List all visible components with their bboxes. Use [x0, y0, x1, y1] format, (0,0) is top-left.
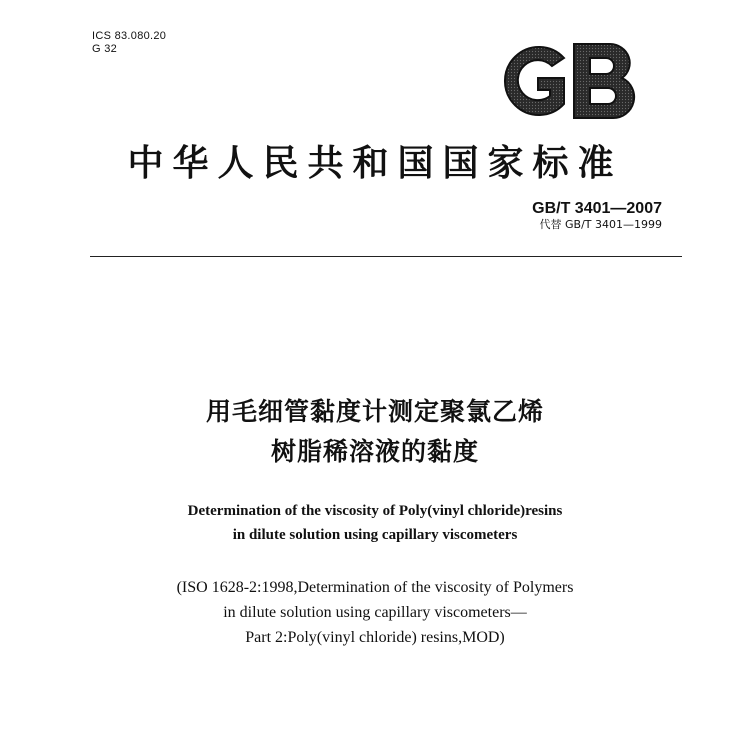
chinese-title-line-2: 树脂稀溶液的黏度	[270, 437, 479, 466]
ccs-code: G 32	[92, 43, 118, 55]
chinese-title-line-1: 用毛细管黏度计测定聚氯乙烯	[205, 397, 544, 426]
iso-reference-line-1: (ISO 1628-2:1998,Determination of the viscosity of Polymers	[176, 579, 574, 596]
replaces-standard: 代替 GB/T 3401—1999	[539, 218, 662, 231]
iso-reference-line-3: Part 2:Poly(vinyl chloride) resins,MOD)	[245, 629, 505, 646]
standard-number-block	[532, 200, 662, 232]
standard-number: GB/T 3401—2007	[532, 200, 662, 217]
header-divider	[90, 256, 682, 257]
standard-type-title: 中华人民共和国国家标准	[127, 143, 623, 184]
chinese-title	[0, 392, 750, 472]
gb-logo	[498, 38, 644, 124]
english-title	[0, 499, 750, 547]
classification-codes	[92, 30, 166, 56]
english-title-line-2: in dilute solution using capillary viscometers	[232, 527, 518, 543]
iso-reference	[0, 575, 750, 650]
ics-code: ICS 83.080.20	[92, 30, 167, 42]
english-title-line-1: Determination of the viscosity of Poly(vinyl chloride)resins	[187, 503, 563, 519]
iso-reference-line-2: in dilute solution using capillary viscometers—	[223, 604, 527, 621]
